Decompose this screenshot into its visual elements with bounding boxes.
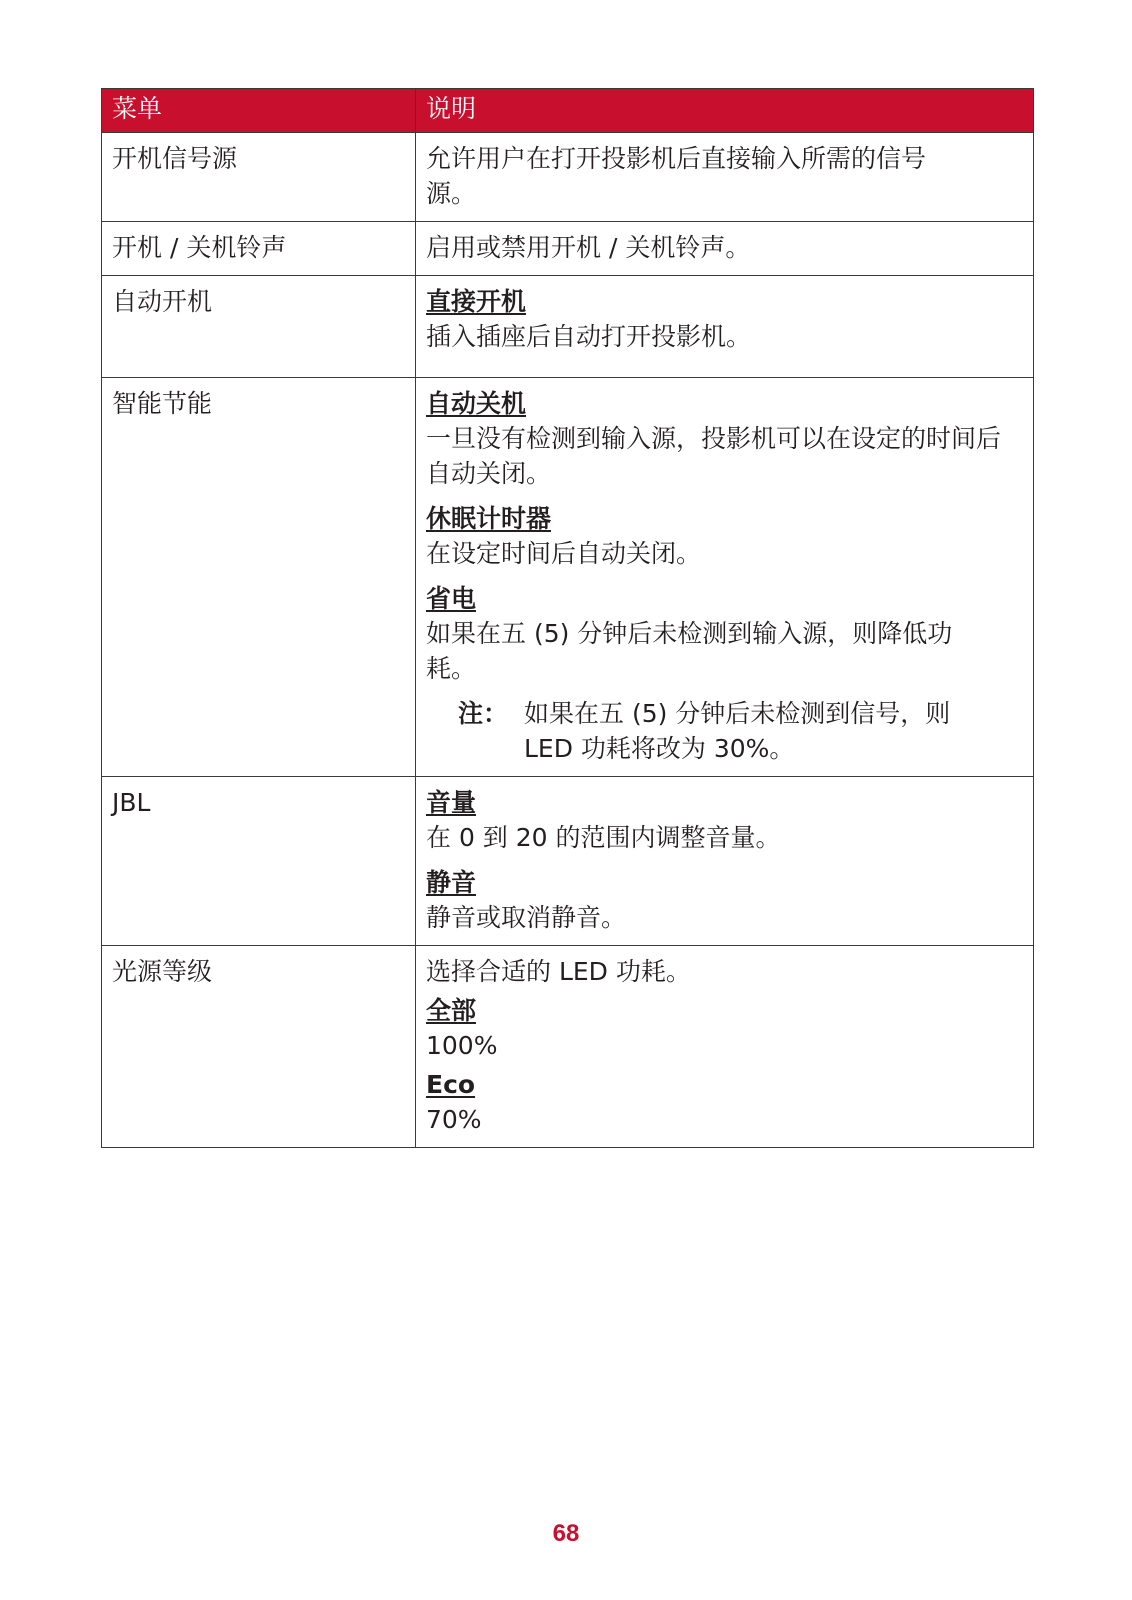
option-block (426, 386, 1013, 491)
option-title: 全部 (426, 996, 477, 1025)
row-description (416, 946, 1034, 1148)
option-title: 直接开机 (426, 287, 527, 316)
table-row (102, 222, 1034, 276)
note-block (426, 696, 1013, 766)
note-label: 注： (458, 699, 509, 728)
table-row (102, 133, 1034, 222)
option-text: 插入插座后自动打开投影机。 (426, 322, 752, 351)
option-text: 如果在五 (5) 分钟后未检测到输入源，则降低功耗。 (426, 619, 953, 683)
row-menu-label: 光源等级 (102, 946, 416, 1148)
option-text: 100% (426, 1031, 498, 1060)
row-menu-label: 智能节能 (102, 378, 416, 777)
table-row (102, 276, 1034, 378)
option-text: 在设定时间后自动关闭。 (426, 539, 702, 568)
option-text: 在 0 到 20 的范围内调整音量。 (426, 823, 781, 852)
option-title: 静音 (426, 868, 477, 897)
option-intro: 选择合适的 LED 功耗。 (426, 957, 691, 986)
option-block (426, 785, 1023, 855)
row-menu-label: JBL (102, 777, 416, 946)
header-menu: 菜单 (102, 89, 416, 133)
table-header-row (102, 89, 1034, 133)
row-menu-label: 自动开机 (102, 276, 416, 378)
option-title: Eco (426, 1070, 476, 1099)
row-description: 允许用户在打开投影机后直接输入所需的信号源。 (416, 133, 1034, 222)
option-title: 省电 (426, 584, 477, 613)
option-title: 音量 (426, 788, 477, 817)
header-description: 说明 (416, 89, 1034, 133)
table-row (102, 946, 1034, 1148)
menu-description-table (101, 88, 1034, 1148)
option-block (426, 581, 1013, 686)
option-block (426, 1067, 1023, 1137)
option-block (426, 865, 1023, 935)
row-description (416, 378, 1034, 777)
option-text: 静音或取消静音。 (426, 903, 627, 932)
option-block (426, 993, 1023, 1063)
row-description: 启用或禁用开机 / 关机铃声。 (416, 222, 1034, 276)
table-row (102, 378, 1034, 777)
note-text: 如果在五 (5) 分钟后未检测到信号，则 LED 功耗将改为 30%。 (524, 699, 951, 763)
table-row (102, 777, 1034, 946)
option-text: 一旦没有检测到输入源，投影机可以在设定的时间后自动关闭。 (426, 424, 1002, 488)
row-menu-label: 开机 / 关机铃声 (102, 222, 416, 276)
option-block (426, 501, 1013, 571)
row-description (416, 777, 1034, 946)
row-menu-label: 开机信号源 (102, 133, 416, 222)
option-title: 休眠计时器 (426, 504, 552, 533)
option-block (426, 284, 1023, 354)
page-number: 68 (552, 1520, 580, 1547)
option-title: 自动关机 (426, 389, 527, 418)
row-description (416, 276, 1034, 378)
option-text: 70% (426, 1105, 482, 1134)
